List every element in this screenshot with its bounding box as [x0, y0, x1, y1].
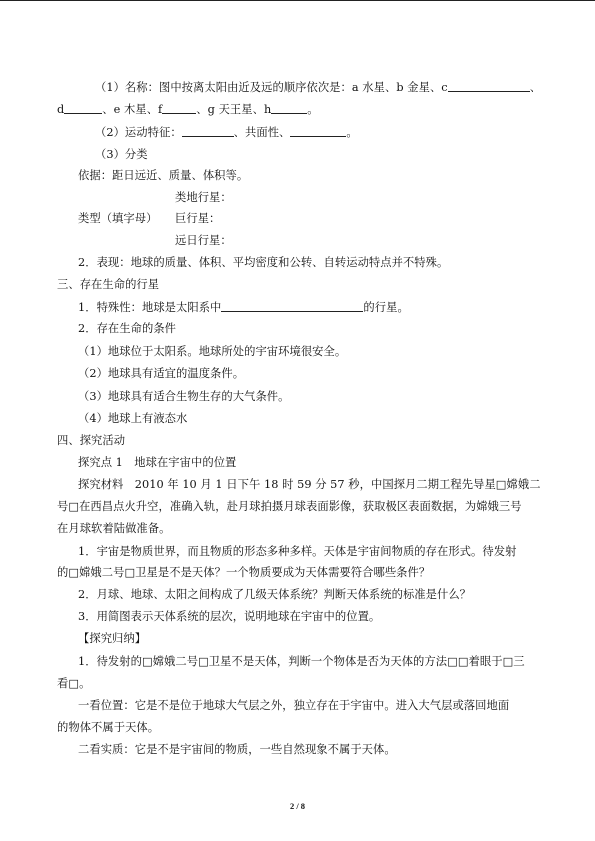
blank-f[interactable] [162, 102, 196, 114]
question-1: 1．宇宙是物质世界，而且物质的形态多种多样。天体是宇宙间物质的存在形式。待发射 [78, 545, 517, 558]
question-3: 3．用简图表示天体系统的层次，说明地球在宇宙中的位置。 [78, 610, 381, 623]
item-2-performance: 2．表现：地球的质量、体积、平均密度和公转、自转运动特点并不特殊。 [78, 256, 449, 269]
summary-1: 1．待发射的□嫦娥二号□卫星不是天体，判断一个物体是否为天体的方法□□着眼于□三 [78, 655, 525, 668]
material-line: 在月球软着陆做准备。 [57, 522, 171, 535]
summary-1-cont: 看□。 [57, 677, 91, 690]
material-line: 号□在西昌点火升空，准确入轨，赴月球拍摄月球表面影像，获取极区表面数据，为嫦娥三号 [57, 500, 522, 513]
page-top-rule [0, 0, 595, 1]
special-line: 1．特殊性：地球是太阳系中 的行星。 [78, 301, 409, 314]
type-label: 类型（填字母） [78, 212, 158, 225]
q1-name-line-2: d 、e 木星、f 、g 天王星、h 。 [57, 103, 319, 116]
blank-h[interactable] [271, 102, 307, 114]
basis-line: 依据：距日远近、质量、体积等。 [78, 169, 249, 182]
blank-d[interactable] [64, 102, 102, 114]
q1-name-line: （1）名称：图中按离太阳由近及远的顺序依次是：a 水星、b 金星、c 、 [95, 81, 542, 94]
section-4-heading: 四、探究活动 [57, 434, 126, 447]
material-line: 探究材料 2010 年 10 月 1 日下午 18 时 59 分 57 秒，中国探月二期工程先导星□嫦娥二 [78, 478, 541, 491]
blank-special[interactable] [221, 300, 363, 312]
condition-1: （1）地球位于太阳系。地球所处的宇宙环境很安全。 [78, 345, 347, 358]
look-position: 一看位置：它是不是位于地球大气层之外，独立存在于宇宙中。进入大气层或落回地面 [78, 699, 510, 712]
blank-c[interactable] [448, 80, 530, 92]
condition-3: （3）地球具有适合生物生存的大气条件。 [78, 390, 290, 403]
q2-motion-line: （2）运动特征： 、共面性、 。 [95, 126, 358, 139]
look-essence: 二看实质：它是不是宇宙间的物质，一些自然现象不属于天体。 [78, 743, 396, 756]
page-number: 2 / 8 [289, 801, 306, 811]
conditions-title: 2．存在生命的条件 [78, 322, 177, 335]
question-2: 2．月球、地球、太阳之间构成了几级天体系统？判断天体系统的标准是什么？ [78, 588, 472, 601]
question-1-cont: 的□嫦娥二号□卫星是不是天体？一个物质要成为天体需要符合哪些条件？ [57, 566, 431, 579]
blank-motion-1[interactable] [182, 125, 234, 137]
giant-planets: 巨行星： [175, 212, 221, 225]
condition-2: （2）地球具有适宜的温度条件。 [78, 367, 245, 380]
look-position-cont: 的物体不属于天体。 [57, 721, 160, 734]
summary-title: 【探究归纳】 [78, 632, 147, 645]
section-3-heading: 三、存在生命的行星 [57, 278, 160, 291]
q3-classification: （3）分类 [95, 148, 148, 161]
condition-4: （4）地球上有液态水 [78, 412, 188, 425]
terrestrial-planets: 类地行星： [175, 191, 232, 204]
distant-planets: 远日行星： [175, 234, 232, 247]
blank-motion-2[interactable] [290, 125, 346, 137]
inquiry-point-1: 探究点 1 地球在宇宙中的位置 [78, 456, 237, 469]
